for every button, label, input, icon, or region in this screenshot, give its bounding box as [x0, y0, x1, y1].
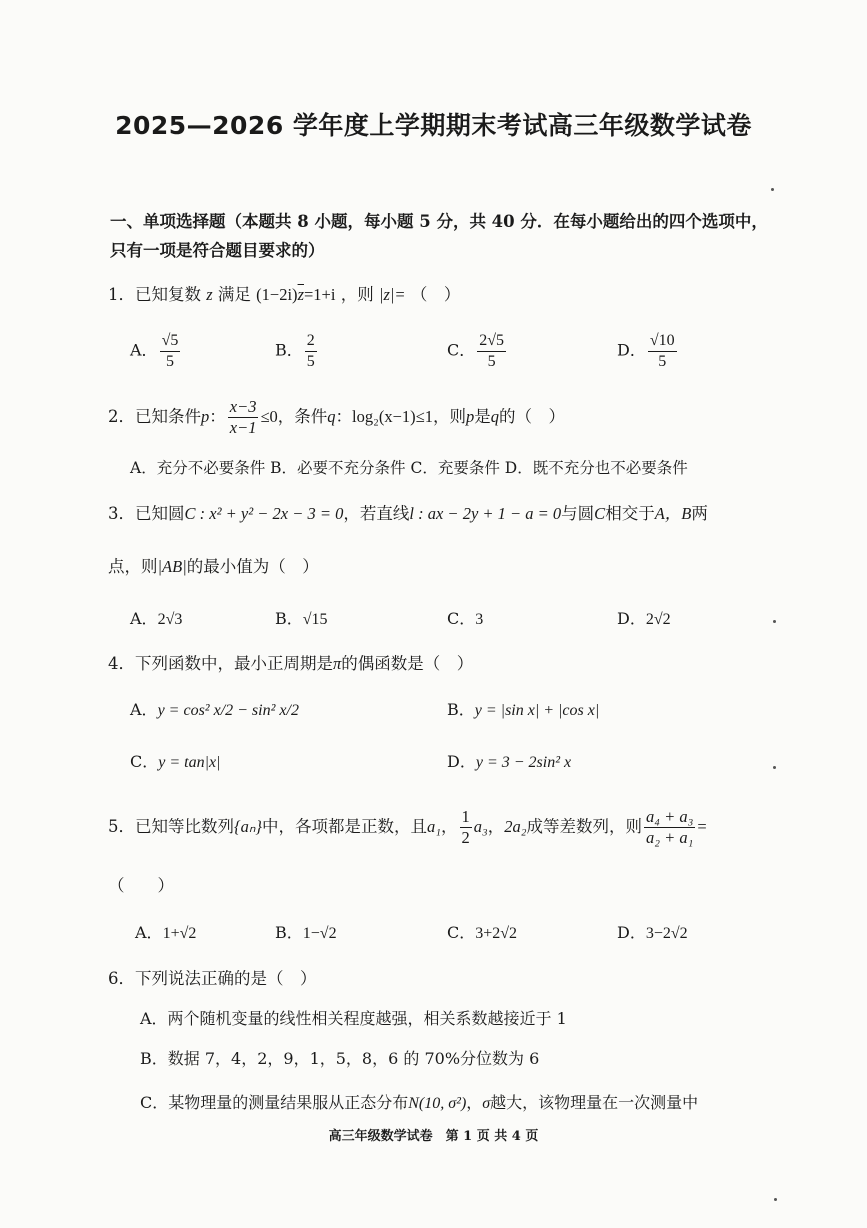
scan-speck	[774, 1198, 777, 1201]
q5-option-a: A．1+√2	[135, 923, 197, 942]
q2-options	[130, 456, 688, 478]
question-6-stem: 6．下列说法正确的是（ ）	[108, 969, 317, 988]
q4-option-a: A．y = cos² x/2 − sin² x/2	[130, 700, 299, 719]
q3-option-c: C．3	[447, 609, 484, 628]
q1-option-a: A． $\frac{√5}{5}$	[130, 332, 179, 370]
question-3-stem-line1: 3．已知圆C : x² + y² − 2x − 3 = 0，若直线l : ax − 2y + 1 − a = 0与圆C相交于A，B两	[108, 504, 708, 523]
scan-speck	[773, 766, 776, 769]
q5-option-c: C．3+2√2	[447, 923, 518, 942]
question-3-stem-line2: 点，则|AB|的最小值为（ ）	[108, 557, 319, 576]
q5-option-d: D．3−2√2	[617, 923, 688, 942]
question-4-stem: 4．下列函数中，最小正周期是π的偶函数是（ ）	[108, 654, 474, 673]
q1-option-b: B． $\frac{2}{5}$	[275, 332, 315, 370]
q4-option-b: B．y = |sin x| + |cos x|	[447, 700, 600, 719]
section-heading-line2: 只有一项是符合题目要求的）	[110, 241, 325, 260]
q2-option-a: A．充分不必要条件	[130, 459, 266, 477]
q3-option-a: A．2√3	[130, 609, 183, 628]
q6-option-a: A．两个随机变量的线性相关程度越强，相关系数越接近于 1	[140, 1009, 567, 1028]
question-5-stem: 5．已知等比数列{aₙ}中，各项都是正数，且a₁， $\frac{1}{2}$ a₃，2a₂成等差数列，则 $\frac{\text{a₄ + a₃}}{\text{a₂ + a₁}}$ =	[108, 807, 707, 848]
q6-option-b: B．数据 7，4，2，9，1，5，8，6 的 70%分位数为 6	[140, 1049, 540, 1068]
q2-option-d: D．既不充分也不必要条件	[504, 459, 688, 477]
question-1-stem: 1．已知复数 z 满足 $(1-2i)\overline{z}=1+i$ ，则 |z|= （ ）	[108, 285, 461, 304]
q4-option-c: C．y = tan|x|	[130, 752, 221, 771]
q3-option-b: B．√15	[275, 609, 328, 628]
q6-option-c: C．某物理量的测量结果服从正态分布N(10, σ²)，σ越大，该物理量在一次测量中	[140, 1093, 699, 1112]
scan-speck	[773, 620, 776, 623]
question-5-paren: （ ）	[108, 876, 174, 895]
q4-option-d: D．y = 3 − 2sin² x	[447, 752, 572, 771]
q1-option-d: D． $\frac{√10}{5}$	[617, 332, 675, 370]
question-2-stem: 2．已知条件p： $\frac{x-3}{x-1}$ ≤0，条件q：log₂(x−1)≤1，则p是q的（ ）	[108, 397, 565, 438]
q1-option-c: C． $\frac{2√5}{5}$	[447, 332, 505, 370]
section-heading-line1: 一、单项选择题（本题共 8 小题，每小题 5 分，共 40 分．在每小题给出的四个选项中，	[110, 212, 768, 231]
q2-option-b: B．必要不充分条件	[270, 459, 406, 477]
exam-title: 2025—2026 学年度上学期期末考试高三年级数学试卷	[115, 111, 752, 140]
page-footer: 高三年级数学试卷 第 1 页 共 4 页	[328, 1129, 539, 1144]
q2-option-c: C．充要条件	[410, 459, 500, 477]
q3-option-d: D．2√2	[617, 609, 671, 628]
q5-option-b: B．1−√2	[275, 923, 337, 942]
scan-speck	[771, 188, 774, 191]
